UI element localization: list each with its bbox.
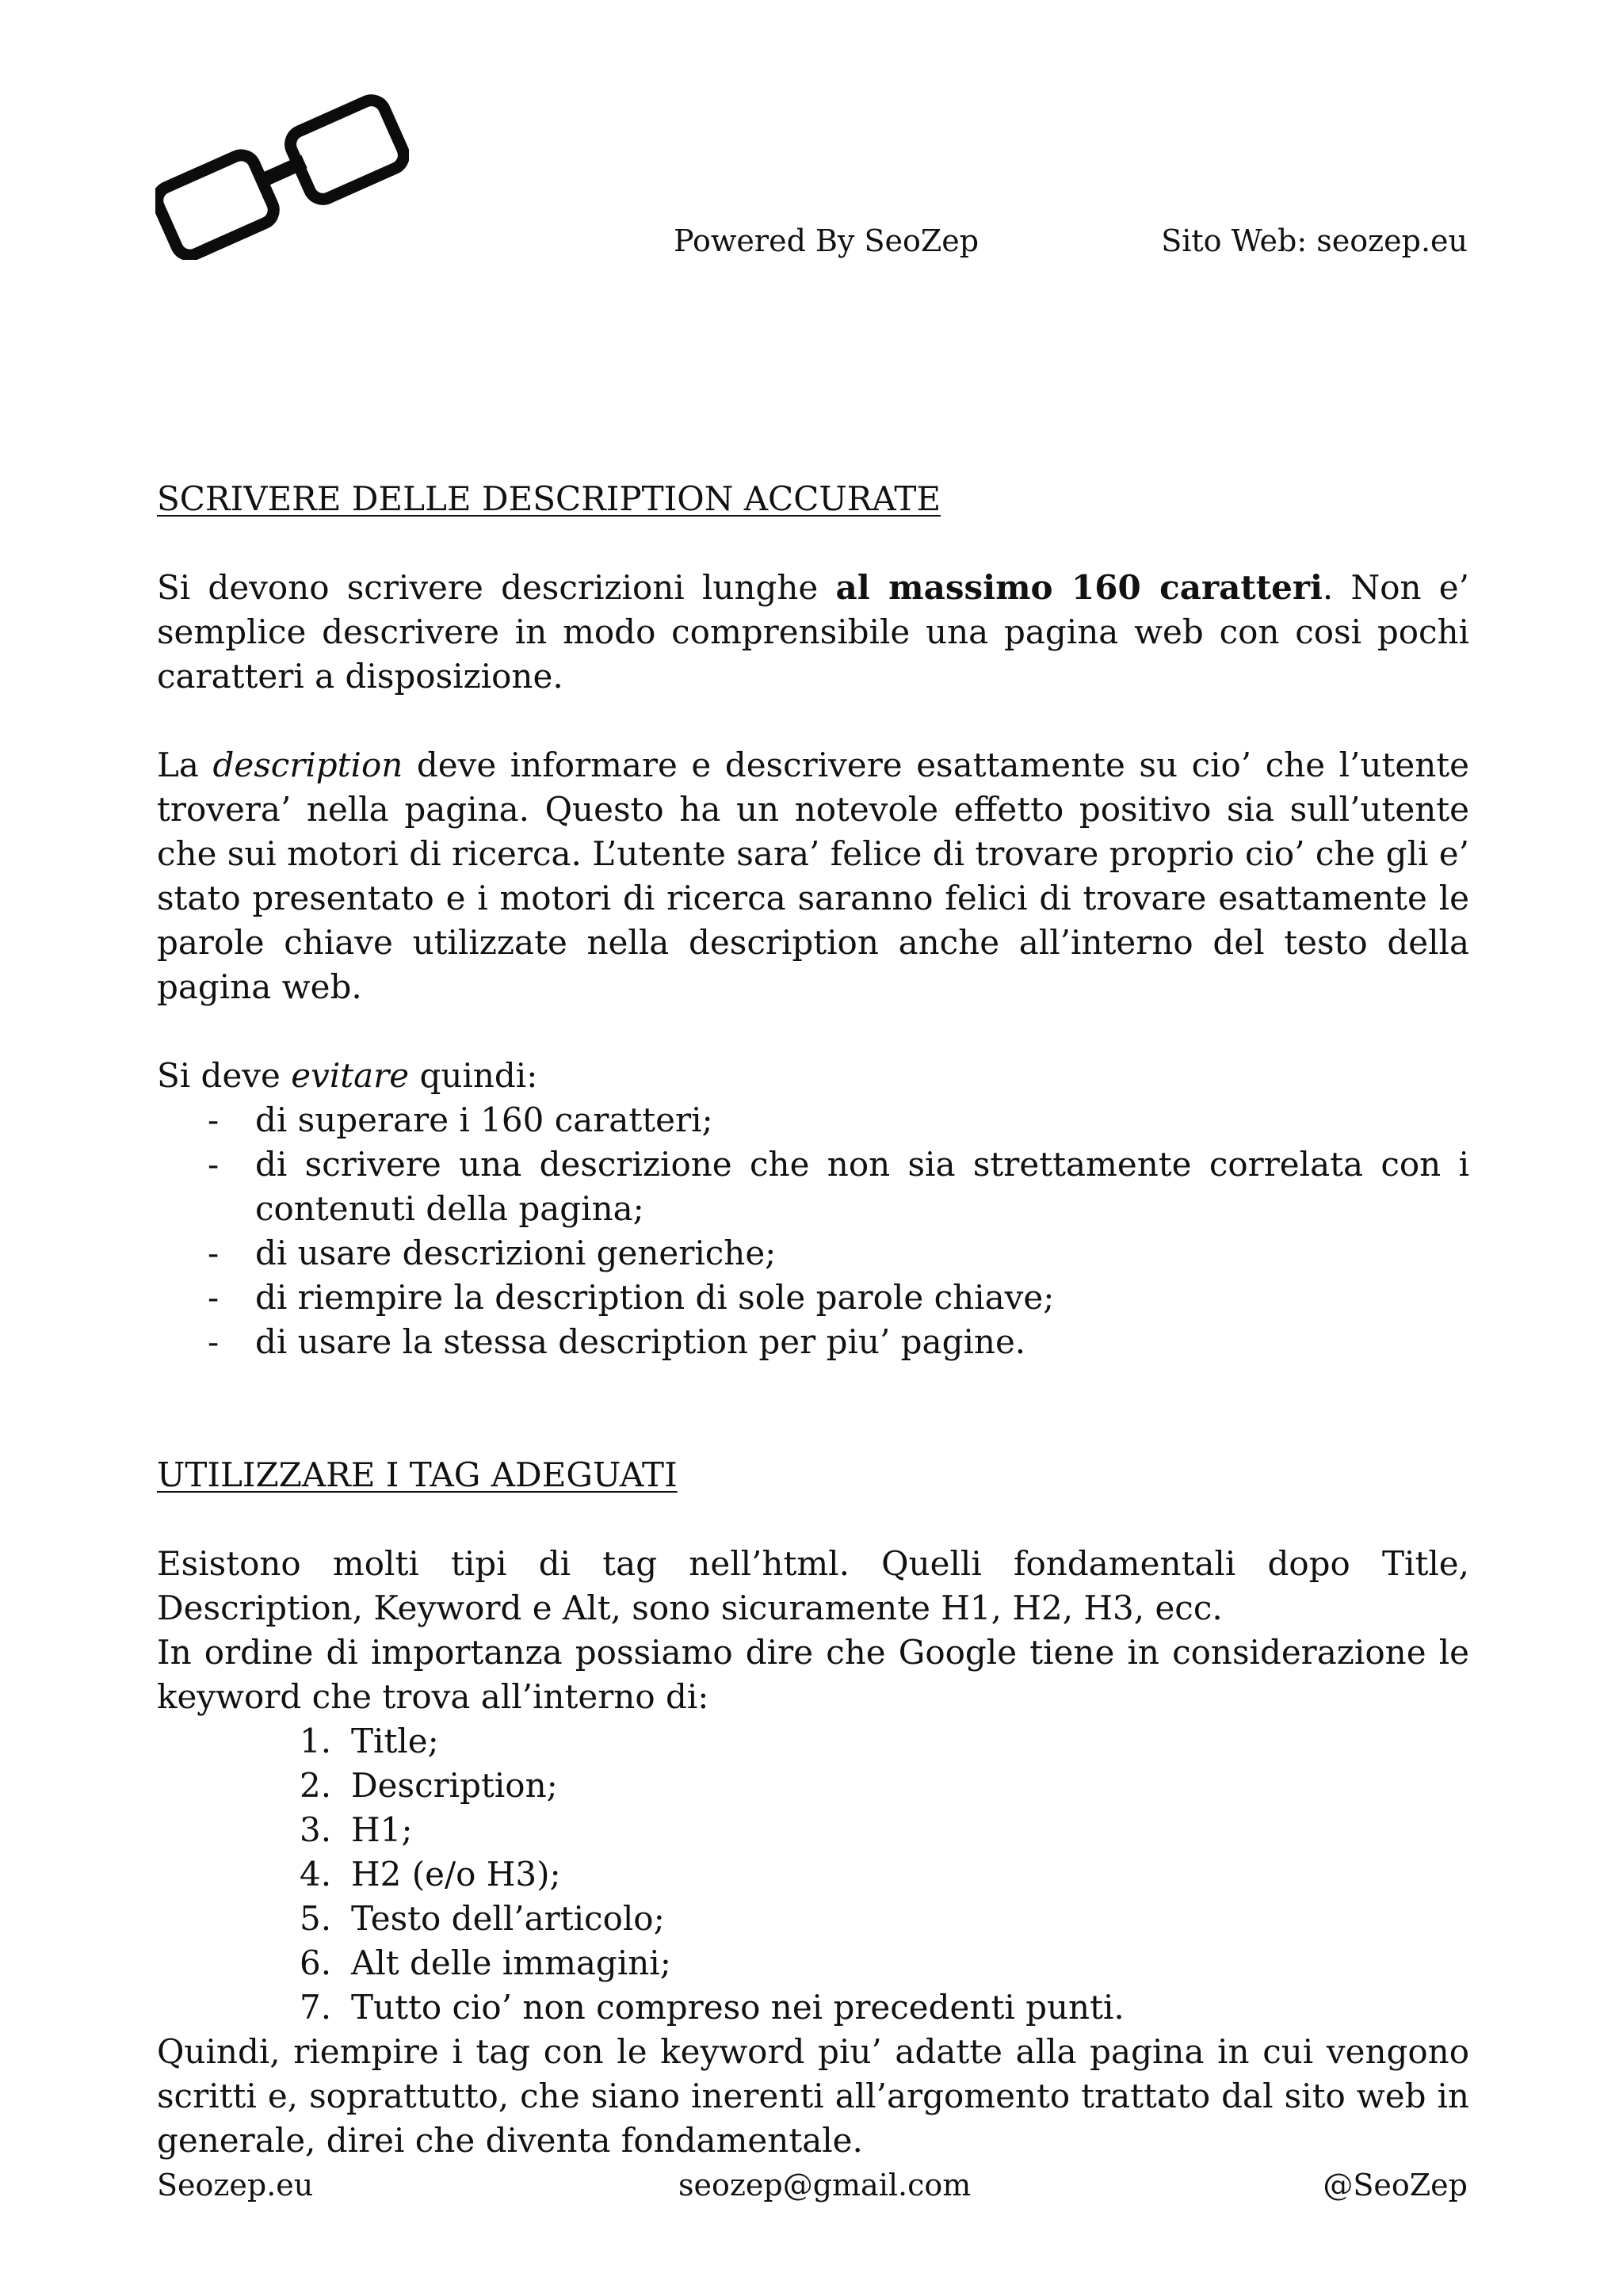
text-fragment: La	[157, 746, 213, 784]
paragraph-avoid-intro	[157, 1054, 1469, 1098]
list-item	[157, 1852, 1469, 1897]
powered-by-text: Powered By SeoZep	[674, 223, 980, 258]
list-number: 5.	[300, 1899, 332, 1938]
dash-bullet: -	[208, 1278, 220, 1317]
text-fragment: Si devono scrivere descrizioni lunghe	[157, 568, 836, 607]
list-number: 6.	[300, 1943, 332, 1982]
text-fragment: . Non e’ semplice descrivere in modo comprensibile una pagina web con cosi pochi caratteri a disposizione.	[157, 568, 1470, 696]
list-item-text: H1;	[351, 1810, 413, 1849]
list-number: 7.	[300, 1988, 332, 2027]
list-item	[157, 1098, 1469, 1142]
list-item-text: Testo dell’articolo;	[351, 1899, 665, 1938]
list-item-text: di superare i 160 caratteri;	[255, 1100, 713, 1139]
dash-bullet: -	[208, 1322, 220, 1361]
list-item-text: di usare descrizioni generiche;	[255, 1234, 777, 1272]
list-item	[157, 1320, 1469, 1364]
section-title-tags: UTILIZZARE I TAG ADEGUATI	[157, 1455, 678, 1494]
list-item-text: Description;	[351, 1766, 558, 1805]
text-fragment: deve informare e descrivere esattamente su cio’ che l’utente trovera’ nella pagina. Questo ha un notevole effetto positivo sia sull’utente che sui motori di ricerca. L’utente sara’ felice di trovare proprio cio’ che gli e’ stato presentato e i motori di ricerca saranno felici di trovare esattamente le parole chiave utilizzate nella description anche all’interno del testo della pagina web.	[157, 746, 1469, 1006]
list-item-text: di scrivere una descrizione che non sia strettamente correlata con i contenuti della pagina;	[255, 1145, 1469, 1228]
italic-text: description	[212, 746, 403, 784]
list-item	[157, 1808, 1469, 1852]
paragraph-description-length	[157, 566, 1469, 699]
list-item	[157, 1941, 1469, 1985]
list-number: 3.	[300, 1810, 332, 1849]
paragraph-description-purpose	[157, 743, 1469, 1009]
list-item	[157, 1897, 1469, 1941]
paragraph-conclusion: Quindi, riempire i tag con le keyword piu’ adatte alla pagina in cui vengono scritti e, soprattutto, che siano inerenti all’argomento trattato dal sito web in generale, direi che diventa fondamentale.	[157, 2032, 1469, 2160]
list-item	[157, 1276, 1469, 1320]
list-item-text: di riempire la description di sole parole chiave;	[255, 1278, 1055, 1317]
paragraph-tag-types: Esistono molti tipi di tag nell’html. Quelli fondamentali dopo Title, Description, Keyword e Alt, sono sicuramente H1, H2, H3, ecc.	[157, 1544, 1469, 1627]
section-title-description: SCRIVERE DELLE DESCRIPTION ACCURATE	[157, 479, 941, 518]
list-item	[157, 1764, 1469, 1808]
glasses-icon	[155, 93, 409, 260]
italic-text: evitare	[291, 1056, 410, 1095]
document-body	[157, 477, 1469, 2163]
list-item-text: di usare la stessa description per piu’ pagine.	[255, 1322, 1026, 1361]
text-fragment: quindi:	[409, 1056, 538, 1095]
list-item	[157, 1719, 1469, 1764]
list-item	[157, 1142, 1469, 1231]
footer-site-text: Seozep.eu	[157, 2168, 314, 2203]
dash-bullet: -	[208, 1145, 220, 1184]
list-item-text: Title;	[351, 1722, 439, 1760]
list-item-text: H2 (e/o H3);	[351, 1855, 561, 1894]
list-number: 1.	[300, 1722, 332, 1760]
tag-priority-list	[157, 1719, 1469, 2030]
list-number: 4.	[300, 1855, 332, 1894]
footer-social-text: @SeoZep	[1323, 2168, 1468, 2203]
dash-bullet: -	[208, 1234, 220, 1272]
avoid-list	[157, 1098, 1469, 1364]
bold-text: al massimo 160 caratteri	[835, 568, 1323, 607]
paragraph-tag-importance: In ordine di importanza possiamo dire che Google tiene in considerazione le keyword che trova all’interno di:	[157, 1633, 1469, 1716]
dash-bullet: -	[208, 1100, 220, 1139]
list-item	[157, 1231, 1469, 1276]
list-item-text: Alt delle immagini;	[351, 1943, 671, 1982]
website-text: Sito Web: seozep.eu	[1161, 223, 1468, 258]
list-item	[157, 1985, 1469, 2030]
footer-email-text: seozep@gmail.com	[678, 2168, 972, 2203]
list-number: 2.	[300, 1766, 332, 1805]
list-item-text: Tutto cio’ non compreso nei precedenti punti.	[351, 1988, 1125, 2027]
text-fragment: Si deve	[157, 1056, 292, 1095]
